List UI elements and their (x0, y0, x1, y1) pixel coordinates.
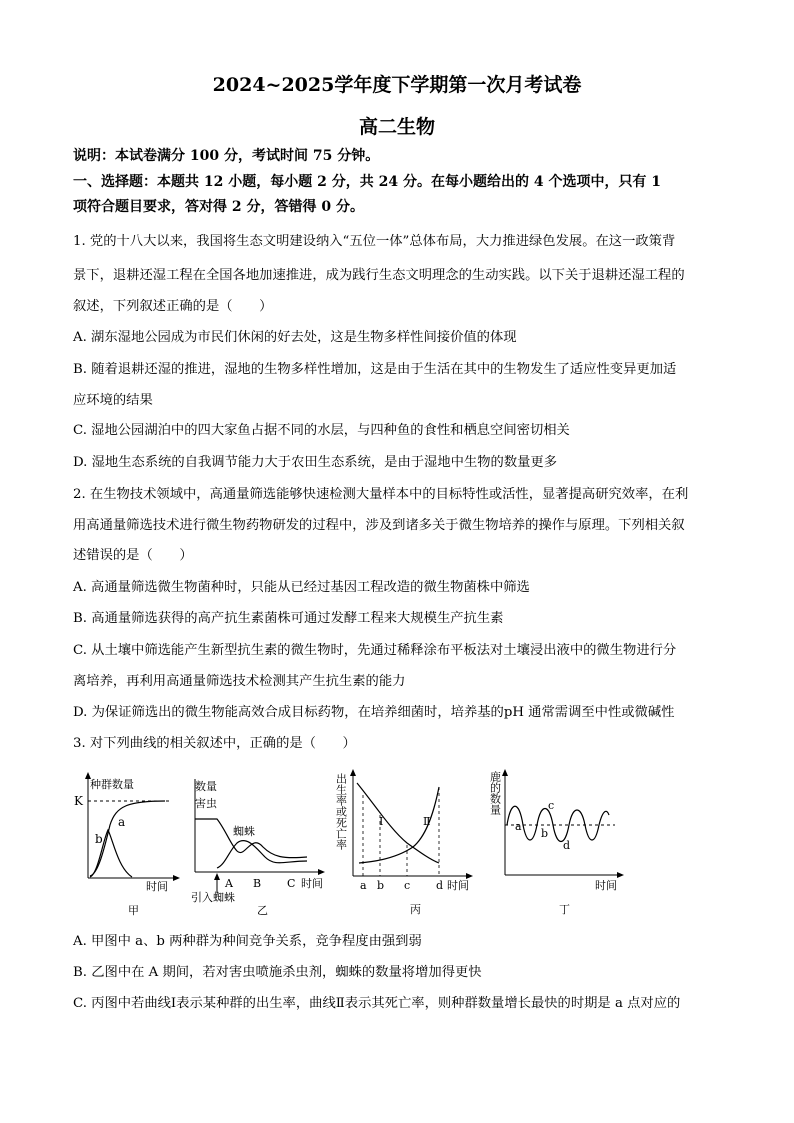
yi-y-label-count: 数量 (195, 780, 217, 793)
section-instruction-line2: 项符合题目要求，答对得 2 分，答错得 0 分。 (73, 199, 364, 215)
ding-a-label: a (515, 820, 522, 833)
exam-note: 说明：本试卷满分 100 分，考试时间 75 分钟。 (73, 148, 380, 164)
yi-intro-arrowhead (214, 873, 220, 880)
q1-option-b-line1: B. 随着退耕还湿的推进，湿地的生物多样性增加，这是由于生活在其中的生物发生了适应性变异更加适 (73, 362, 677, 377)
q2-option-d: D. 为保证筛选出的微生物能高效合成目标药物，在培养细菌时，培养基的pH 通常需调至中性或微碱性 (73, 705, 675, 720)
yi-x-a-label: A (225, 877, 233, 890)
q1-option-b-line2: 应环境的结果 (73, 393, 153, 408)
q1-option-a: A. 湖东湿地公园成为市民们休闲的好去处，这是生物多样性间接价值的体现 (73, 330, 517, 345)
q1-stem-line1: 1. 党的十八大以来，我国将生态文明建设纳入“五位一体”总体布局，大力推进绿色发展。在这一政策背 (73, 234, 676, 249)
yi-y-label-pest: 害虫 (195, 797, 217, 810)
bing-y-arrow (350, 769, 356, 776)
jia-y-label: 种群数量 (90, 778, 134, 791)
q1-option-d: D. 湿地生态系统的自我调节能力大于农田生态系统，是由于湿地中生物的数量更多 (73, 455, 558, 470)
q2-option-c-line1: C. 从土壤中筛选能产生新型抗生素的微生物时，先通过稀释涂布平板法对土壤浸出液中的微生物进行分 (73, 643, 677, 658)
yi-curve-spider (217, 841, 307, 868)
jia-caption: 甲 (128, 904, 139, 917)
bing-x-label: 时间 (447, 879, 469, 892)
jia-x-arrow (173, 875, 180, 881)
bing-x-a-label: a (360, 879, 367, 892)
q2-option-a: A. 高通量筛选微生物菌种时，只能从已经过基因工程改造的微生物菌株中筛选 (73, 580, 530, 595)
jia-a-label: a (118, 815, 126, 829)
ding-y-label: 鹿的数量 (488, 771, 502, 815)
ding-y-arrow (502, 769, 508, 776)
jia-k-label: K (74, 794, 83, 808)
q1-stem-line2: 景下，退耕还湿工程在全国各地加速推进，成为践行生态文明理念的生动实践。以下关于退耕还湿工程的 (73, 268, 685, 283)
q2-stem-line2: 用高通量筛选技术进行微生物药物研发的过程中，涉及到诸多关于微生物培养的操作与原理。下列相关叙 (73, 518, 685, 533)
figure-ding (488, 765, 630, 916)
q1-stem-line3: 叙述，下列叙述正确的是（ ） (73, 299, 273, 314)
figure-jia (70, 770, 180, 920)
bing-x-b-label: b (377, 879, 385, 892)
q2-option-b: B. 高通量筛选获得的高产抗生素菌株可通过发酵工程来大规模生产抗生素 (73, 611, 504, 626)
yi-x-label: 时间 (301, 877, 323, 890)
jia-x-label: 时间 (146, 880, 168, 893)
q2-stem-line3: 述错误的是（ ） (73, 548, 193, 563)
jia-b-label: b (95, 832, 103, 846)
bing-curve1-label: Ⅰ (379, 815, 384, 828)
q2-option-c-line2: 离培养，再利用高通量筛选技术检测其产生抗生素的能力 (73, 674, 406, 689)
bing-x-d-label: d (436, 879, 444, 892)
ding-x-label: 时间 (595, 879, 617, 892)
yi-x-c-label: C (287, 877, 296, 890)
bing-y-label: 出生率或死亡率 (334, 773, 348, 850)
section-instruction-line1: 一、选择题：本题共 12 小题，每小题 2 分，共 24 分。在每小题给出的 4 个选项中，只有 1 (73, 174, 662, 190)
yi-arrow-label: 引入蜘蛛 (191, 891, 235, 904)
q3-option-a: A. 甲图中 a、b 两种群为种间竞争关系，竞争程度由强到弱 (73, 934, 422, 949)
q2-stem-line1: 2. 在生物技术领域中，高通量筛选能够快速检测大量样本中的目标特性或活性，显著提高研究效率，在利 (73, 487, 689, 502)
figure-yi (185, 775, 330, 915)
q3-option-b: B. 乙图中在 A 期间，若对害虫喷施杀虫剂，蜘蛛的数量将增加得更快 (73, 965, 482, 980)
bing-curve2-label: Ⅱ (423, 815, 431, 828)
bing-x-c-label: c (404, 879, 411, 892)
yi-x-arrow (318, 869, 325, 875)
q3-stem: 3. 对下列曲线的相关叙述中，正确的是（ ） (73, 736, 356, 751)
ding-d-label: d (563, 839, 571, 852)
ding-c-label: c (548, 799, 555, 812)
ding-caption: 丁 (559, 903, 570, 916)
ding-oscillation-curve (507, 806, 609, 841)
q3-option-c: C. 丙图中若曲线Ⅰ表示某种群的出生率，曲线Ⅱ表示其死亡率，则种群数量增长最快的时期是 a 点对应的 (73, 996, 681, 1011)
yi-spider-label: 蜘蛛 (233, 825, 255, 838)
figure-bing (335, 765, 480, 915)
bing-caption: 丙 (410, 903, 421, 916)
subject-title: 高二生物 (358, 116, 435, 138)
q1-option-c: C. 湿地公园湖泊中的四大家鱼占据不同的水层，与四种鱼的食性和栖息空间密切相关 (73, 423, 570, 438)
ding-x-arrow (617, 872, 624, 878)
ding-b-label: b (541, 827, 549, 840)
yi-caption: 乙 (257, 904, 268, 917)
yi-x-b-label: B (253, 877, 262, 890)
exam-title: 2024~2025学年度下学期第一次月考试卷 (212, 74, 582, 96)
